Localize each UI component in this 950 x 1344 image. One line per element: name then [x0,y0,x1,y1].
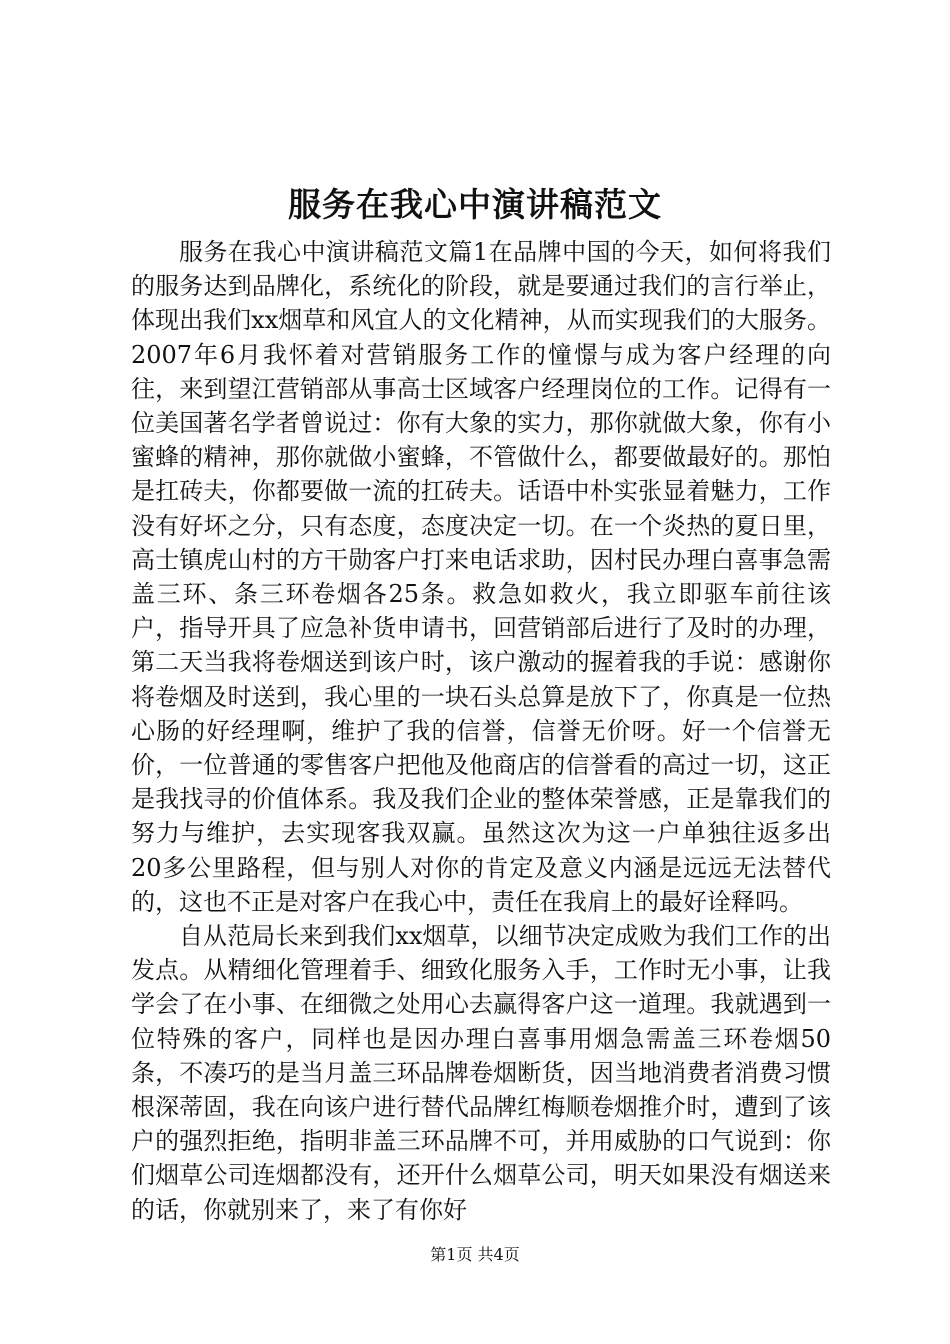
document-body [131,235,831,1227]
document-title: 服务在我心中演讲稿范文 [288,185,662,224]
paragraph-2: 自从范局长来到我们xx烟草，以细节决定成败为我们工作的出发点。从精细化管理着手、细致化服务入手，工作时无小事，让我学会了在小事、在细微之处用心去赢得客户这一道理。我就遇到一位特殊的客户，同样也是因办理白喜事用烟急需盖三环卷烟50条，不凑巧的是当月盖三环品牌卷烟断货，因当地消费者消费习惯根深蒂固，我在向该户进行替代品牌红梅顺卷烟推介时，遭到了该户的强烈拒绝，指明非盖三环品牌不可，并用威胁的口气说到：你们烟草公司连烟都没有，还开什么烟草公司，明天如果没有烟送来的话，你就别来了，来了有你好 [131,922,831,1224]
page-number: 第1页 共4页 [430,1245,520,1264]
paragraph-1: 服务在我心中演讲稿范文篇1在品牌中国的今天，如何将我们的服务达到品牌化，系统化的阶段，就是要通过我们的言行举止，体现出我们xx烟草和风宜人的文化精神，从而实现我们的大服务。2007年6月我怀着对营销服务工作的憧憬与成为客户经理的向往，来到望江营销部从事高士区域客户经理岗位的工作。记得有一位美国著名学者曾说过：你有大象的实力，那你就做大象，你有小蜜蜂的精神，那你就做小蜜蜂，不管做什么，都要做最好的。那怕是扛砖夫，你都要做一流的扛砖夫。话语中朴实张显着魅力，工作没有好坏之分，只有态度，态度决定一切。在一个炎热的夏日里，高士镇虎山村的方干勋客户打来电话求助，因村民办理白喜事急需盖三环、条三环卷烟各25条。救急如救火，我立即驱车前往该户，指导开具了应急补货申请书，回营销部后进行了及时的办理，第二天当我将卷烟送到该户时，该户激动的握着我的手说：感谢你将卷烟及时送到，我心里的一块石头总算是放下了，你真是一位热心肠的好经理啊，维护了我的信誉，信誉无价呀。好一个信誉无价，一位普通的零售客户把他及他商店的信誉看的高过一切，这正是我找寻的价值体系。我及我们企业的整体荣誉感，正是靠我们的努力与维护，去实现客我双赢。虽然这次为这一户单独往返多出20多公里路程，但与别人对你的肯定及意义内涵是远远无法替代的，这也不正是对客户在我心中，责任在我肩上的最好诠释吗。 [131,238,831,916]
